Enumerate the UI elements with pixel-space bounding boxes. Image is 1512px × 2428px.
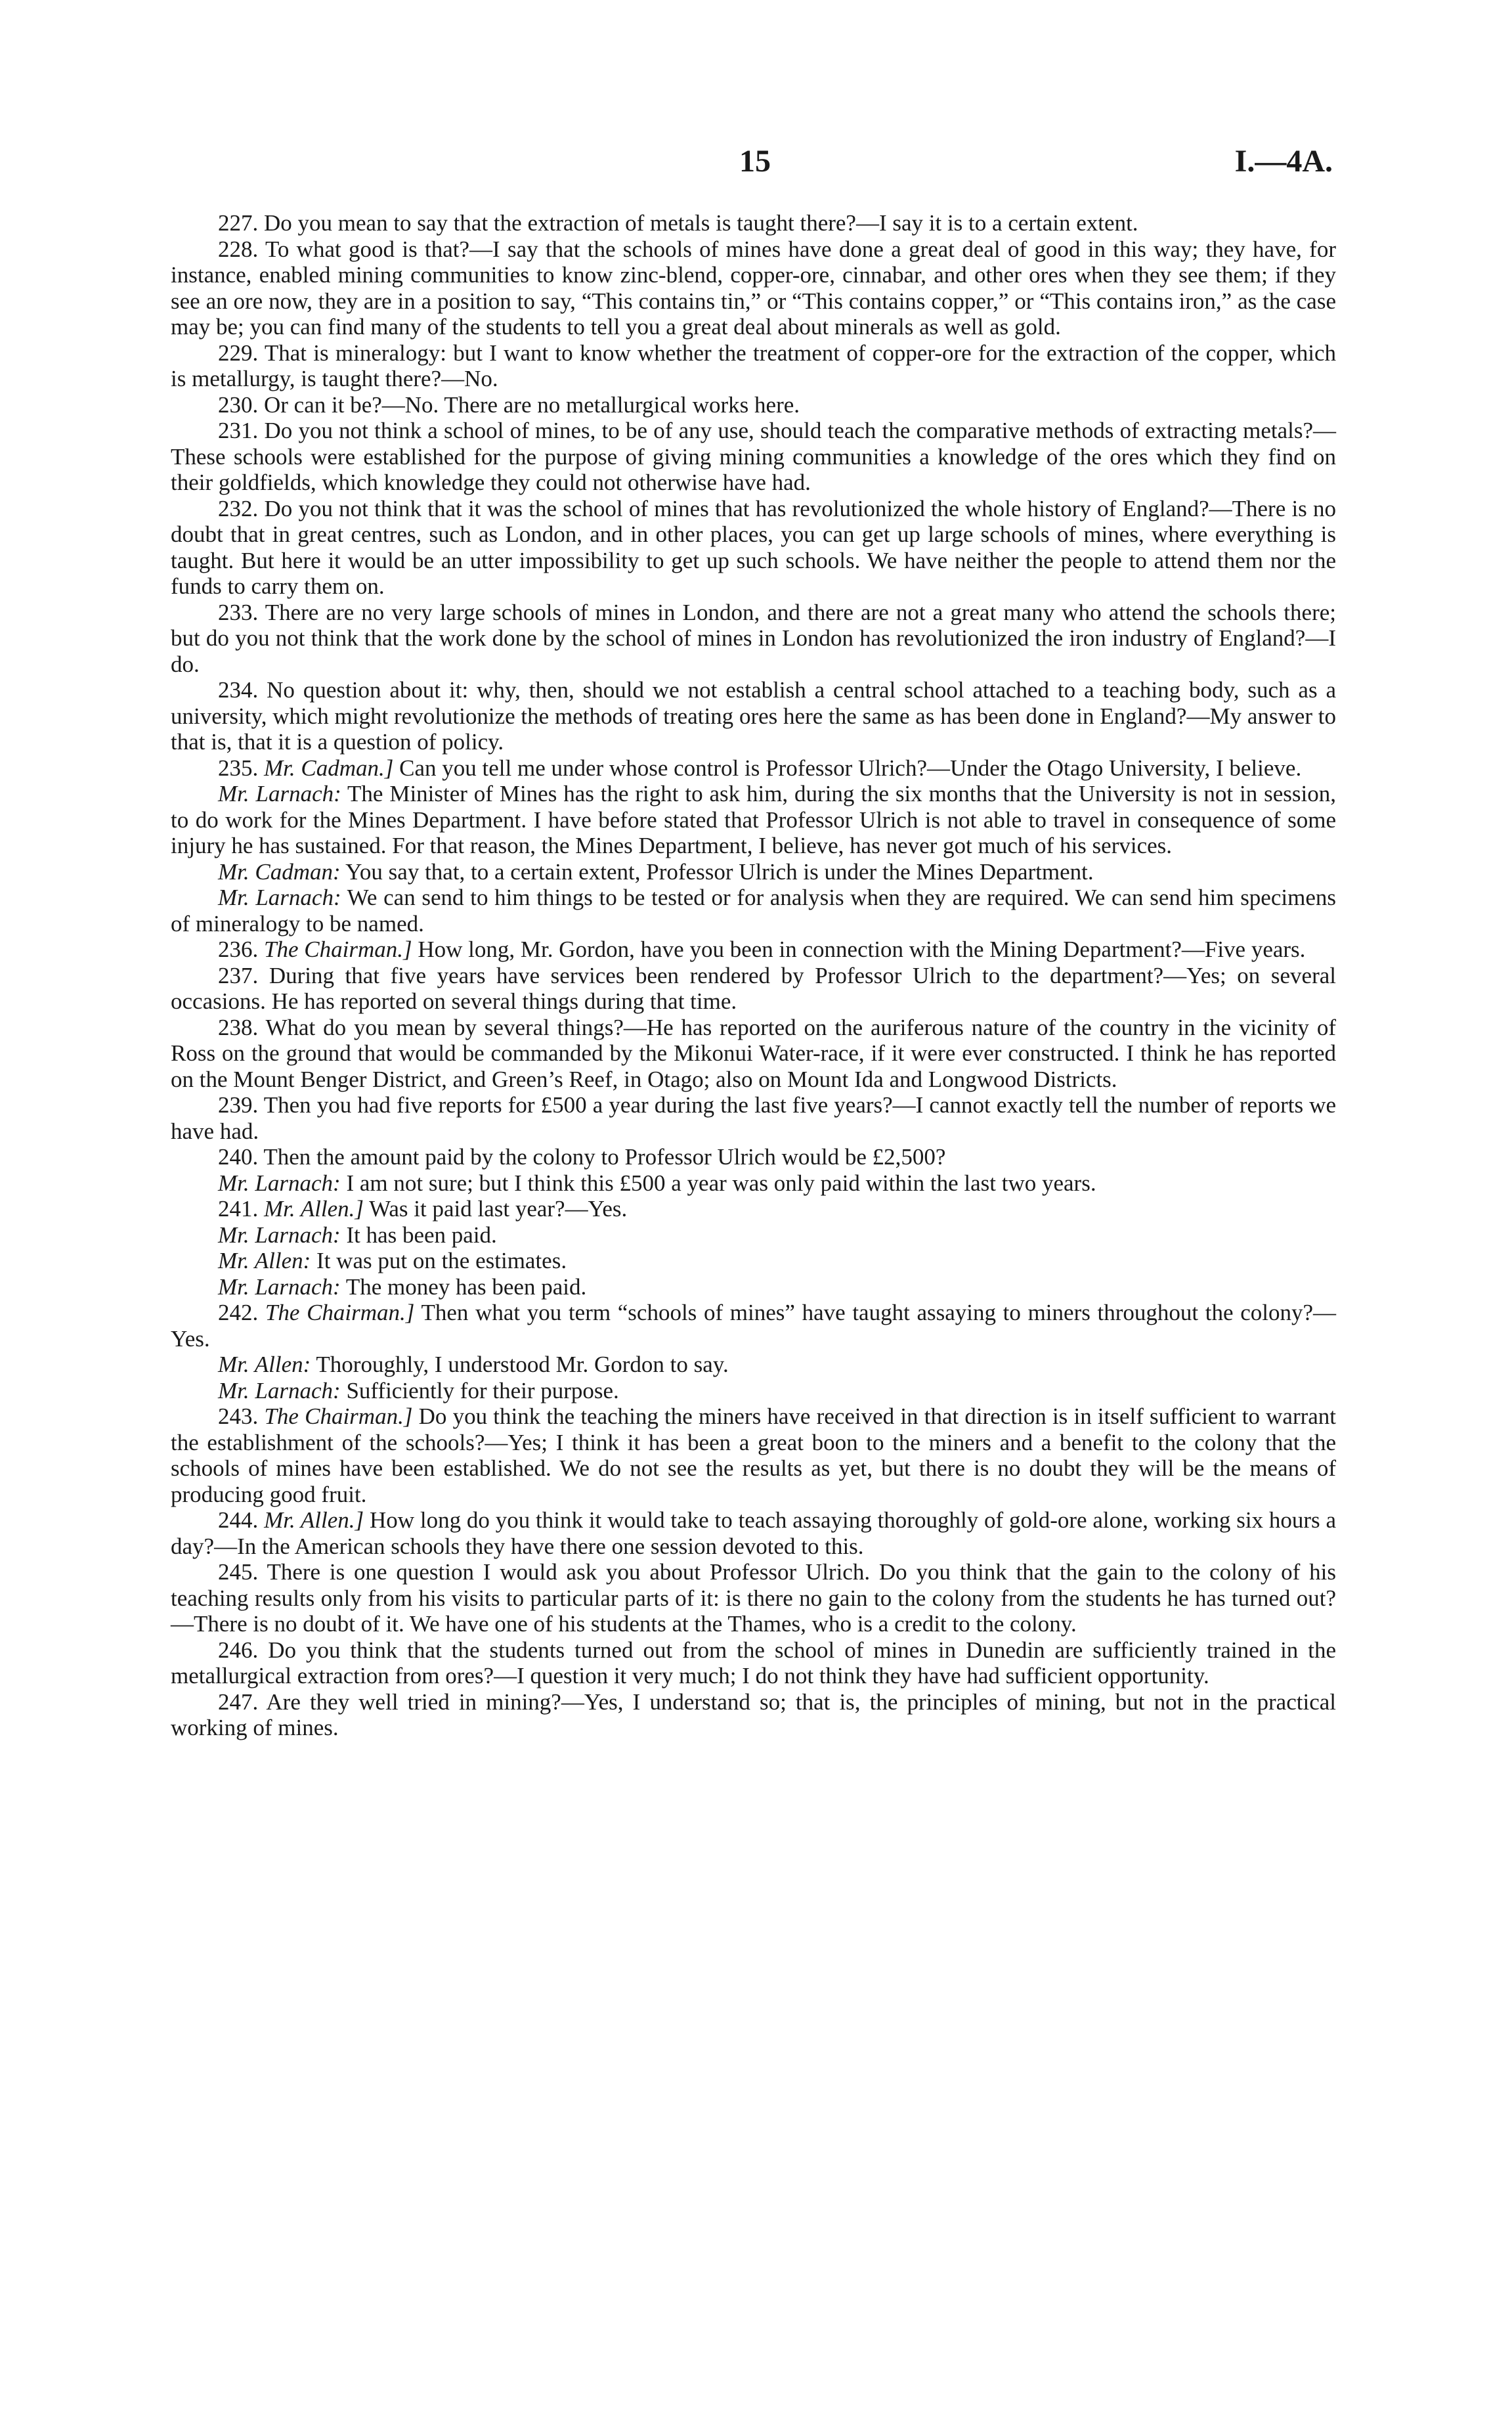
paragraph-text: How long, Mr. Gordon, have you been in connection with the Mining Department?—Five years. bbox=[418, 937, 1306, 962]
paragraph-text: It was put on the estimates. bbox=[316, 1248, 567, 1273]
document-body bbox=[171, 210, 1336, 1741]
paragraph bbox=[171, 1248, 1336, 1274]
question-number: 240. bbox=[218, 1144, 259, 1170]
paragraph bbox=[171, 418, 1336, 496]
paragraph bbox=[171, 1689, 1336, 1741]
question-number: 245. bbox=[218, 1559, 259, 1585]
paragraph bbox=[171, 781, 1336, 859]
paragraph-text: Do you mean to say that the extraction of metals is taught there?—I say it is to a certain extent. bbox=[264, 210, 1138, 236]
paragraph-text: We can send to him things to be tested or for analysis when they are required. We can send him specimens of mineralogy to be named. bbox=[171, 885, 1336, 937]
question-number: 228. bbox=[218, 236, 259, 262]
question-number: 229. bbox=[218, 340, 259, 366]
speaker-name: Mr. Allen.] bbox=[264, 1507, 364, 1533]
paragraph-text: Was it paid last year?—Yes. bbox=[369, 1196, 628, 1222]
speaker-name: Mr. Larnach: bbox=[218, 1222, 341, 1248]
paragraph bbox=[171, 1507, 1336, 1559]
paragraph-text: Or can it be?—No. There are no metallurgical works here. bbox=[264, 391, 800, 418]
speaker-name: Mr. Larnach: bbox=[218, 781, 341, 806]
paragraph bbox=[171, 496, 1336, 600]
paragraph-text: Can you tell me under whose control is Professor Ulrich?—Under the Otago University, I believe. bbox=[399, 755, 1302, 781]
question-number: 246. bbox=[218, 1637, 259, 1663]
speaker-name: Mr. Allen.] bbox=[264, 1196, 364, 1222]
document-reference: I.—4A. bbox=[1234, 144, 1333, 179]
speaker-name: Mr. Cadman: bbox=[218, 858, 341, 885]
question-number: 227. bbox=[218, 210, 259, 236]
paragraph-text: Sufficiently for their purpose. bbox=[346, 1377, 619, 1403]
paragraph-text: Then the amount paid by the colony to Professor Ulrich would be £2,500? bbox=[263, 1144, 946, 1170]
paragraph bbox=[171, 1559, 1336, 1637]
paragraph bbox=[171, 1092, 1336, 1144]
paragraph bbox=[171, 859, 1336, 885]
speaker-name: Mr. Larnach: bbox=[218, 1170, 341, 1196]
paragraph bbox=[171, 1222, 1336, 1248]
question-number: 231. bbox=[218, 418, 259, 443]
speaker-name: The Chairman.] bbox=[264, 937, 412, 962]
speaker-name: Mr. Allen: bbox=[218, 1352, 311, 1377]
question-number: 238. bbox=[218, 1014, 259, 1040]
paragraph-text: Are they well tried in mining?—Yes, I understand so; that is, the principles of mining, but not in the practical working of mines. bbox=[171, 1689, 1336, 1740]
question-number: 242. bbox=[218, 1300, 259, 1325]
question-number: 237. bbox=[218, 962, 259, 988]
paragraph bbox=[171, 1300, 1336, 1352]
page-number: 15 bbox=[739, 144, 771, 179]
paragraph-text: What do you mean by several things?—He has reported on the auriferous nature of the country in the vicinity of Ross on the ground that would be commanded by the Mikonui Water-race, if it were ever constructed. I think he has reported on the Mount Benger District, and Green’s Reef, in Otago; also on Mount Ida and Longwood Districts. bbox=[171, 1014, 1336, 1092]
paragraph bbox=[171, 677, 1336, 755]
question-number: 235. bbox=[218, 755, 259, 781]
paragraph bbox=[171, 392, 1336, 418]
speaker-name: The Chairman.] bbox=[264, 1403, 413, 1429]
paragraph-text: Do you not think a school of mines, to be of any use, should teach the comparative methods of extracting metals?—These schools were established for the purpose of giving mining communities a knowledge of the ores which they find on their goldfields, which knowledge they could not otherwise have had. bbox=[171, 418, 1336, 495]
speaker-name: Mr. Allen: bbox=[218, 1248, 311, 1273]
paragraph bbox=[171, 1352, 1336, 1378]
paragraph bbox=[171, 236, 1336, 340]
paragraph-text: Do you not think that it was the school of mines that has revolutionized the whole history of England?—There is no doubt that in great centres, such as London, and in other places, you can get up large schools of mines, where everything is taught. But here it would be an utter impossibility to get up such schools. We have neither the people to attend them nor the funds to carry them on. bbox=[171, 495, 1337, 599]
question-number: 234. bbox=[218, 677, 259, 703]
paragraph bbox=[171, 1015, 1336, 1093]
paragraph bbox=[171, 963, 1336, 1015]
paragraph-text: You say that, to a certain extent, Professor Ulrich is under the Mines Department. bbox=[345, 858, 1094, 885]
paragraph bbox=[171, 210, 1336, 236]
paragraph bbox=[171, 755, 1336, 782]
question-number: 244. bbox=[218, 1507, 259, 1533]
paragraph-text: Do you think that the students turned out from the school of mines in Dunedin are sufficiently trained in the metallurgical extraction from ores?—I question it very much; I do not think they have had sufficient opportunity. bbox=[171, 1637, 1337, 1689]
speaker-name: Mr. Larnach: bbox=[218, 885, 341, 910]
paragraph-text: It has been paid. bbox=[346, 1222, 497, 1248]
paragraph bbox=[171, 340, 1336, 392]
paragraph bbox=[171, 1274, 1336, 1300]
speaker-name: Mr. Larnach: bbox=[218, 1377, 341, 1403]
paragraph-text: There is one question I would ask you about Professor Ulrich. Do you think that the gain to the colony of his teaching results only from his visits to particular parts of it: is there no gain to the colony from the students he has turned out?—There is no doubt of it. We have one of his students at the Thames, who is a credit to the colony. bbox=[171, 1559, 1336, 1637]
paragraph-text: Then you had five reports for £500 a year during the last five years?—I cannot exactly tell the number of reports we have had. bbox=[171, 1092, 1336, 1144]
paragraph-text: I am not sure; but I think this £500 a year was only paid within the last two years. bbox=[346, 1170, 1096, 1196]
paragraph bbox=[171, 600, 1336, 678]
speaker-name: Mr. Cadman.] bbox=[264, 755, 394, 781]
question-number: 232. bbox=[218, 495, 259, 521]
paragraph bbox=[171, 1170, 1336, 1197]
speaker-name: The Chairman.] bbox=[265, 1300, 415, 1325]
question-number: 239. bbox=[218, 1092, 259, 1118]
question-number: 247. bbox=[218, 1689, 259, 1715]
paragraph-text: During that five years have services been rendered by Professor Ulrich to the department?—Yes; on several occasions. He has reported on several things during that time. bbox=[171, 962, 1336, 1014]
speaker-name: Mr. Larnach: bbox=[218, 1273, 341, 1300]
paragraph-text: Then what you term “schools of mines” have taught assaying to miners throughout the colony?—Yes. bbox=[171, 1300, 1337, 1352]
paragraph bbox=[171, 1144, 1336, 1170]
paragraph-text: No question about it: why, then, should we not establish a central school attached to a teaching body, such as a university, which might revolutionize the methods of treating ores here the same as has been done in England?—My answer to that is, that it is a question of policy. bbox=[171, 677, 1336, 755]
paragraph-text: Do you think the teaching the miners have received in that direction is in itself sufficient to warrant the establishment of the schools?—Yes; I think it has been a great boon to the miners and a benefit to the colony that the schools of mines have been established. We do not see the results as yet, but there is no doubt they will be the means of producing good fruit. bbox=[171, 1403, 1337, 1507]
question-number: 236. bbox=[218, 937, 259, 962]
paragraph bbox=[171, 1403, 1336, 1507]
paragraph-text: How long do you think it would take to teach assaying thoroughly of gold-ore alone, working six hours a day?—In the American schools they have there one session devoted to this. bbox=[171, 1507, 1337, 1559]
question-number: 243. bbox=[218, 1403, 259, 1429]
paragraph bbox=[171, 885, 1336, 937]
paragraph bbox=[171, 1378, 1336, 1404]
paragraph-text: The Minister of Mines has the right to ask him, during the six months that the University is not in session, to do work for the Mines Department. I have before stated that Professor Ulrich is not able to travel in consequence of some injury he has sustained. For that reason, the Mines Department, I believe, has never got much of his services. bbox=[171, 781, 1336, 858]
paragraph-text: There are no very large schools of mines in London, and there are not a great many who attend the schools there; but do you not think that the work done by the school of mines in London has revolutionized the iron industry of England?—I do. bbox=[171, 599, 1336, 677]
paragraph bbox=[171, 937, 1336, 963]
paragraph-text: Thoroughly, I understood Mr. Gordon to say. bbox=[316, 1352, 729, 1377]
paragraph-text: That is mineralogy: but I want to know whether the treatment of copper-ore for the extraction of the copper, which is metallurgy, is taught there?—No. bbox=[171, 340, 1336, 391]
paragraph bbox=[171, 1637, 1336, 1689]
question-number: 233. bbox=[218, 599, 259, 625]
paragraph-text: The money has been paid. bbox=[345, 1273, 587, 1300]
paragraph bbox=[171, 1196, 1336, 1222]
paragraph-text: To what good is that?—I say that the schools of mines have done a great deal of good in this way; they have, for instance, enabled mining communities to know zinc-blend, copper-ore, cinnabar, and other ores when they see them; if they see an ore now, they are in a position to say, “This contains tin,” or “This contains copper,” or “This contains iron,” as the case may be; you can find many of the students to tell you a great deal about minerals as well as gold. bbox=[171, 236, 1336, 340]
question-number: 230. bbox=[218, 391, 259, 418]
question-number: 241. bbox=[218, 1196, 259, 1222]
